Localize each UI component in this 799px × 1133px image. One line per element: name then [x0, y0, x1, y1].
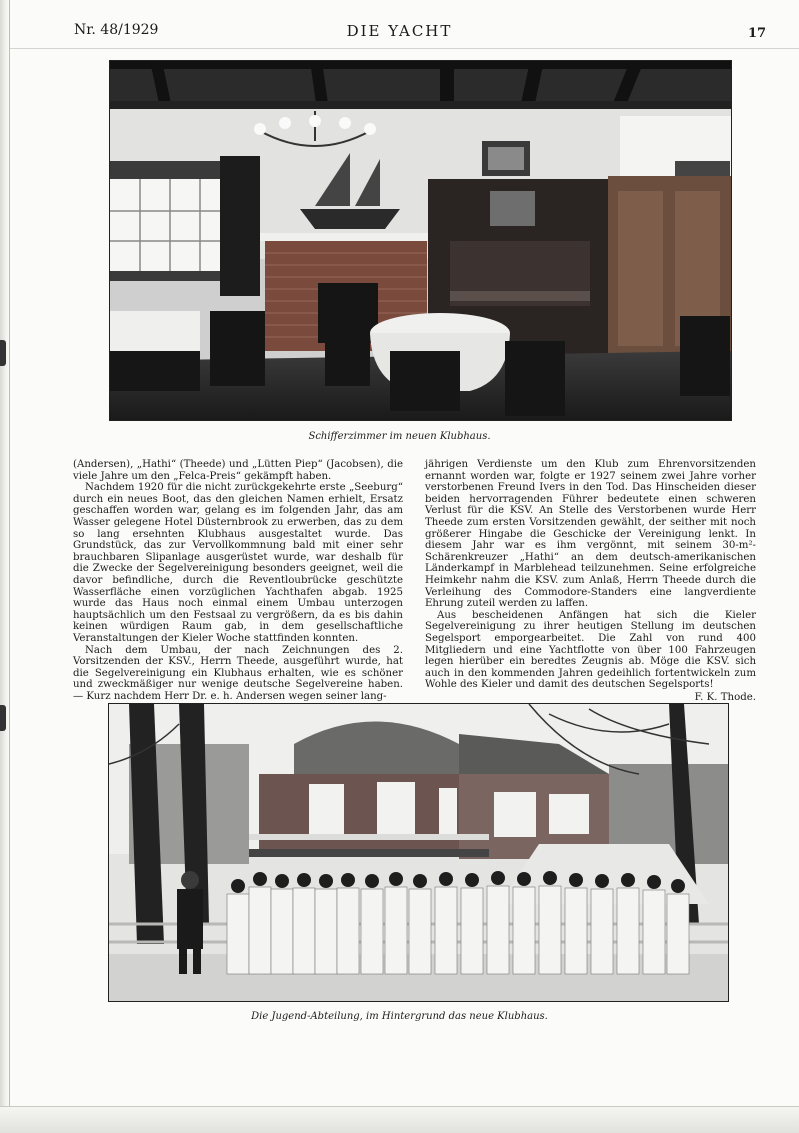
paragraph: jährigen Verdienste um den Klub zum Ehrenvorsitzenden ernannt worden war, folgte er 1927 seinem zwei Jahre vorher verstorbenen Freund Ivers in den Tod. Das Hinscheiden dieser beiden hervorragenden Führer bedeutete einen schweren Verlust für die KSV. An Stelle des Verstorbenen wurde Herr Theede zum ersten Vorsitzenden gewählt, der seither mit noch größerer Hingabe die Geschicke der Vereinigung lenkt. In diesem Jahr war es ihm vergönnt, mit seinem 30-m²-Schärenkreuzer „Hathi“ an dem deutsch-amerikanischen Länderkampf in Marblehead teilzunehmen. Seine erfolgreiche Heimkehr nahm die KSV. zum Anlaß, Herrn Theede durch die Verleihung des Commodore-Standers eine langverdiente Ehrung zuteil werden zu laffen. [425, 459, 756, 610]
binding-hole-mark [0, 340, 6, 366]
paragraph: Nach dem Umbau, der nach Zeichnungen des 2. Vorsitzenden der KSV., Herrn Theede, ausgeführt wurde, hat die Segelvereinigung ein Klubhaus erhalten, wie es schöner und zweckmäßiger nur wenige deutsche Segelvereine haben. — Kurz nachdem Herr Dr. e. h. Andersen wegen seiner lang- [73, 644, 403, 702]
article-column-left [73, 459, 403, 702]
binding-hole-mark [0, 705, 6, 731]
issue-number: Nr. 48/1929 [74, 22, 159, 38]
photo-youth-department [108, 703, 729, 1002]
paragraph: (Andersen), „Hathi“ (Theede) und „Lütten Piep“ (Jacobsen), die viele Jahre um den „Felca-Preis“ gekämpft haben. [73, 459, 403, 482]
paragraph: Nachdem 1920 für die nicht zurückgekehrte erste „Seeburg“ durch ein neues Boot, das den gleichen Namen erhielt, Ersatz geschaffen worden war, gelang es im folgenden Jahr, das am Wasser gelegene Hotel Düsternbrook zu erwerben, das zu dem so lang ersehnten Klubhaus ausgestaltet wurde. Das Grundstück, das zur Vervollkommnung bald mit einer sehr brauchbaren Slipanlage ausgerüstet wurde, war deshalb für die Zwecke der Segelvereinigung besonders geeignet, weil die davor befindliche, durch die Reventloubrücke geschützte Wasserfläche einen vorzüglichen Yachthafen abgab. 1925 wurde das Haus noch einmal einem Umbau unterzogen hauptsächlich um den Festsaal zu vergrößern, da es bis dahin keinen würdigen Raum gab, in dem gesellschaftliche Veranstaltungen der Kieler Woche stattfinden konnten. [73, 482, 403, 644]
caption-skipper-room: Schifferzimmer im neuen Klubhaus. [308, 431, 491, 442]
magazine-title: DIE YACHT [346, 22, 453, 40]
author-signature: F. K. Thode. [694, 691, 756, 703]
paragraph: Aus bescheidenen Anfängen hat sich die Kieler Segelvereinigung zu ihrer heutigen Stellung im deutschen Segelsport emporgearbeitet. Die Zahl von rund 400 Mitgliedern und eine Yachtflotte von über 100 Fahrzeugen legen hierüber ein beredtes Zeugnis ab. Möge die KSV. sich auch in den kommenden Jahren gedeihlich fortentwickeln zum Wohle des Kieler und damit des deutschen Segelsports! [425, 609, 756, 691]
header-rule [10, 48, 799, 49]
page-fold-line [9, 0, 10, 1133]
photo-skipper-room [109, 60, 732, 421]
caption-youth-department: Die Jugend-Abteilung, im Hintergrund das neue Klubhaus. [251, 1011, 548, 1022]
page-number: 17 [748, 26, 767, 41]
article-column-right [425, 459, 756, 703]
scanner-bottom-strip [0, 1106, 799, 1133]
